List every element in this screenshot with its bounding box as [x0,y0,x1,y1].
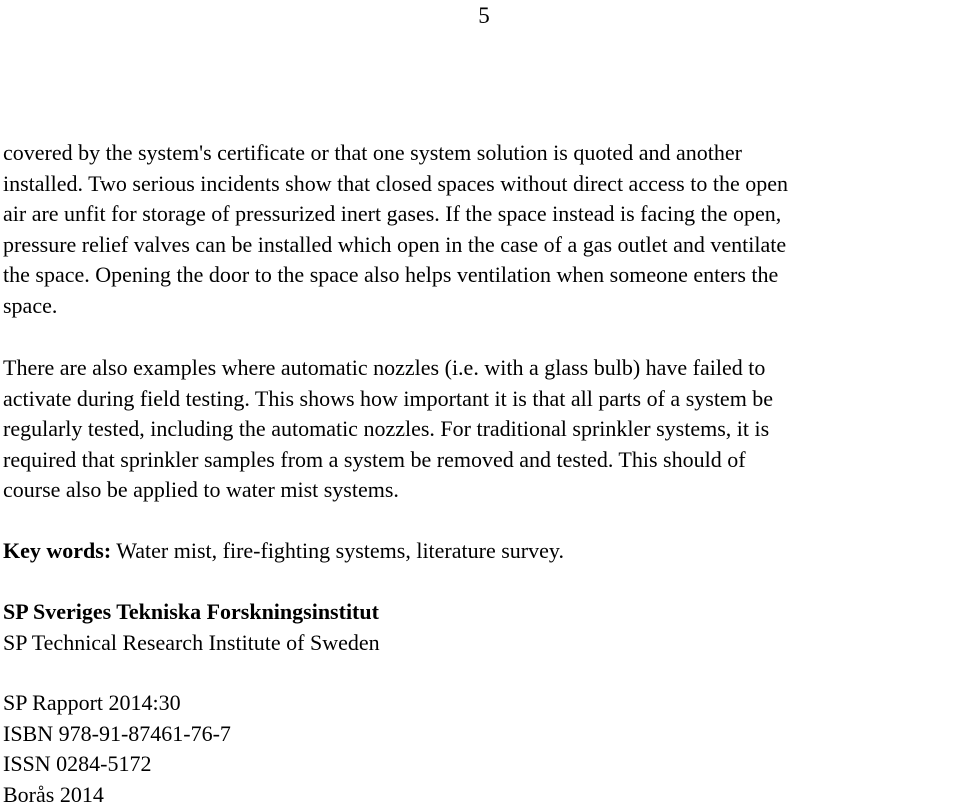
paragraph-line: required that sprinkler samples from a system be removed and tested. This should of [3,445,958,476]
paragraph-summary-2 [3,353,958,506]
paragraph-line: regularly tested, including the automatic nozzles. For traditional sprinkler systems, it is [3,414,958,445]
report-number: SP Rapport 2014:30 [3,688,958,719]
keywords-label: Key words: [3,538,111,563]
keywords [3,536,958,567]
paragraph-line: pressure relief valves can be installed which open in the case of a gas outlet and ventilate [3,230,958,261]
page-number: 5 [0,2,960,30]
paragraph-line: covered by the system's certificate or that one system solution is quoted and another [3,138,958,169]
paragraph-line: installed. Two serious incidents show that closed spaces without direct access to the open [3,169,958,200]
institute-block [3,597,958,658]
institute-name-english: SP Technical Research Institute of Sweden [3,628,958,659]
keywords-value: Water mist, fire-fighting systems, literature survey. [116,538,564,563]
paragraph-line: space. [3,291,958,322]
paragraph-line: course also be applied to water mist systems. [3,475,958,506]
institute-name-swedish: SP Sveriges Tekniska Forskningsinstitut [3,597,958,628]
isbn: ISBN 978-91-87461-76-7 [3,719,958,750]
paragraph-summary-1 [3,138,958,321]
paragraph-line: the space. Opening the door to the space also helps ventilation when someone enters the [3,260,958,291]
place-year: Borås 2014 [3,780,958,810]
issn: ISSN 0284-5172 [3,749,958,780]
paragraph-line: activate during field testing. This shows how important it is that all parts of a system be [3,384,958,415]
paragraph-line: air are unfit for storage of pressurized inert gases. If the space instead is facing the open, [3,199,958,230]
report-info [3,688,958,810]
keywords-line [3,536,958,567]
paragraph-line: There are also examples where automatic nozzles (i.e. with a glass bulb) have failed to [3,353,958,384]
